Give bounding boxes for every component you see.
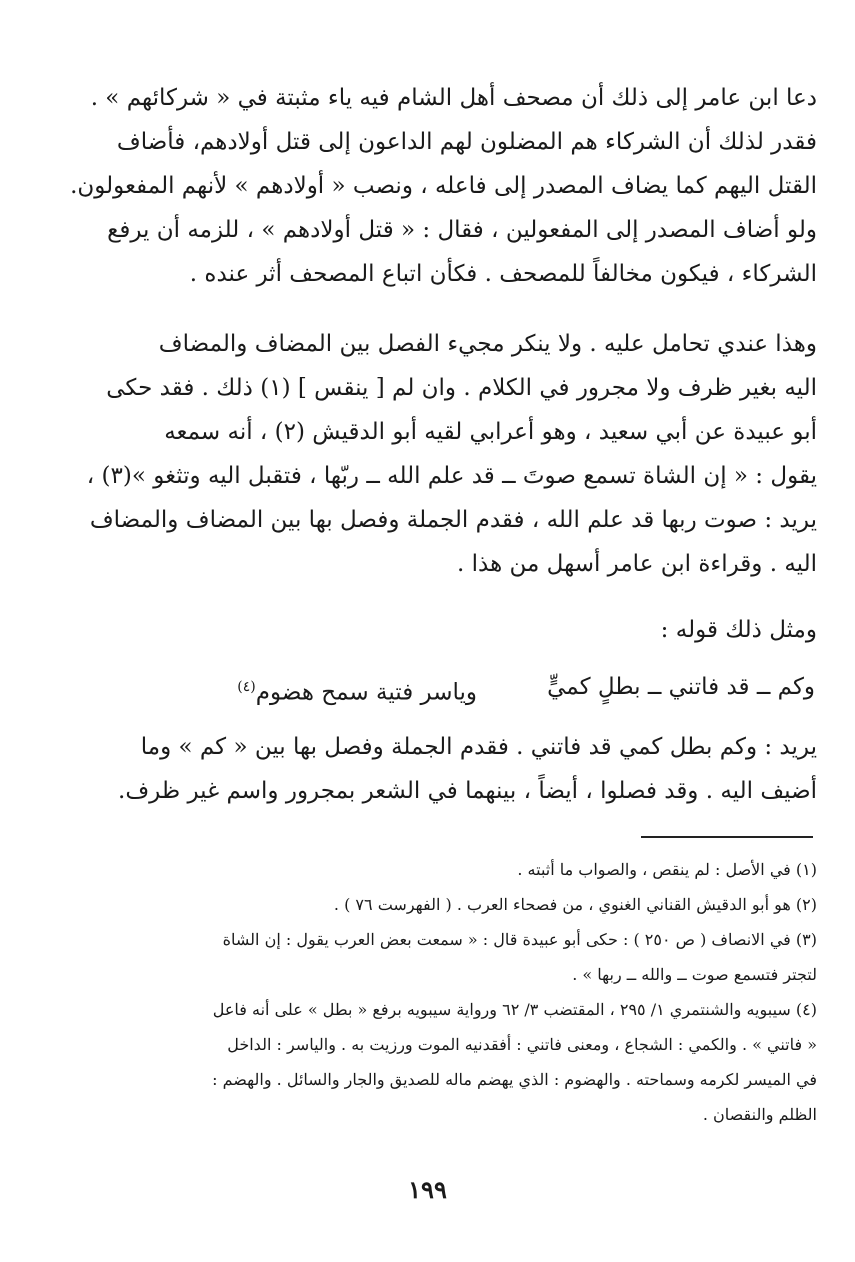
text-line: اليه بغير ظرف ولا مجرور في الكلام . وان لم [ ينقس ] (١) ذلك . فقد حكى [106,375,817,401]
paragraph-1 [70,76,817,296]
footnote-line: لتجتر فتسمع صوت ــ والله ــ ربها » . [572,965,817,984]
paragraph-3 [127,608,817,652]
footnote-line: (٤) سيبويه والشنتمري ١/ ٢٩٥ ، المقتضب ٣/ ٦٢ ورواية سيبويه برفع « بطل » على أنه فاعل [212,1000,817,1019]
footnote-line: (٢) هو أبو الدقيش القناني الغنوي ، من فصحاء العرب . ( الفهرست ٧٦ ) . [333,895,817,914]
footnote-line: (١) في الأصل : لم ينقص ، والصواب ما أثبته . [517,860,817,879]
text-line: دعا ابن عامر إلى ذلك أن مصحف أهل الشام فيه ياء مثبتة في « شركائهم » . [90,85,817,111]
footnotes [117,852,817,1132]
text-line: أبو عبيدة عن أبي سعيد ، وهو أعرابي لقيه أبو الدقيش (٢) ، أنه سمعه [164,419,817,445]
poetry-verse [135,664,815,710]
footnote-line: (٣) في الانصاف ( ص ٢٥٠ ) : حكى أبو عبيدة قال : « سمعت بعض العرب يقول : إن الشاة [222,930,817,949]
text-line: أضيف اليه . وقد فصلوا ، أيضاً ، بينهما في الشعر بمجرور واسم غير ظرف. [118,778,817,804]
text-line: يقول : « إن الشاة تسمع صوتَ ــ قد علم الله ــ ربّها ، فتقبل اليه وتثغو »(٣) ، [86,463,817,489]
verse-first-hemistich: وكم ــ قد فاتني ــ بطلٍ كميٍّ [547,674,815,700]
footnote-line: في الميسر لكرمه وسماحته . والهضوم : الذي يهضم ماله للصديق والجار والسائل . والهضم : [212,1070,817,1089]
footnote-reference: (٤) [237,679,256,695]
text-line: ولو أضاف المصدر إلى المفعولين ، فقال : « قتل أولادهم » ، للزمه أن يرفع [107,217,817,243]
page-number: ١٩٩ [408,1175,447,1204]
text-line: الشركاء ، فيكون مخالفاً للمصحف . فكأن اتباع المصحف أثر عنده . [189,261,817,287]
text-line: وهذا عندي تحامل عليه . ولا ينكر مجيء الفصل بين المضاف والمضاف [158,331,817,357]
footnote-separator [641,836,813,838]
footnote-1 [117,852,817,887]
text-line: القتل اليهم كما يضاف المصدر إلى فاعله ، ونصب « أولادهم » لأنهم المفعولون. [70,173,817,199]
footnote-line: الظلم والنقصان . [702,1105,817,1124]
text-line: اليه . وقراءة ابن عامر أسهل من هذا . [457,551,817,577]
text-line: يريد : صوت ربها قد علم الله ، فقدم الجملة وفصل بها بين المضاف والمضاف [89,507,817,533]
footnote-4 [117,992,817,1132]
text-line: ومثل ذلك قوله : [660,617,817,643]
verse-second-text: وياسر فتية سمح هضوم [255,679,477,706]
footnote-2 [117,887,817,922]
text-line: يريد : وكم بطل كمي قد فاتني . فقدم الجملة وفصل بها بين « كم » وما [140,734,817,760]
verse-second-hemistich [233,664,477,716]
paragraph-2 [86,322,817,586]
paragraph-4 [118,725,817,813]
footnote-3 [117,922,817,992]
text-line: فقدر لذلك أن الشركاء هم المضلون لهم الداعون إلى قتل أولادهم، فأضاف [116,129,817,155]
footnote-line: « فاتني » . والكمي : الشجاع ، ومعنى فاتني : أفقدنيه الموت ورزيت به . والياسر : الداخل [227,1035,817,1054]
